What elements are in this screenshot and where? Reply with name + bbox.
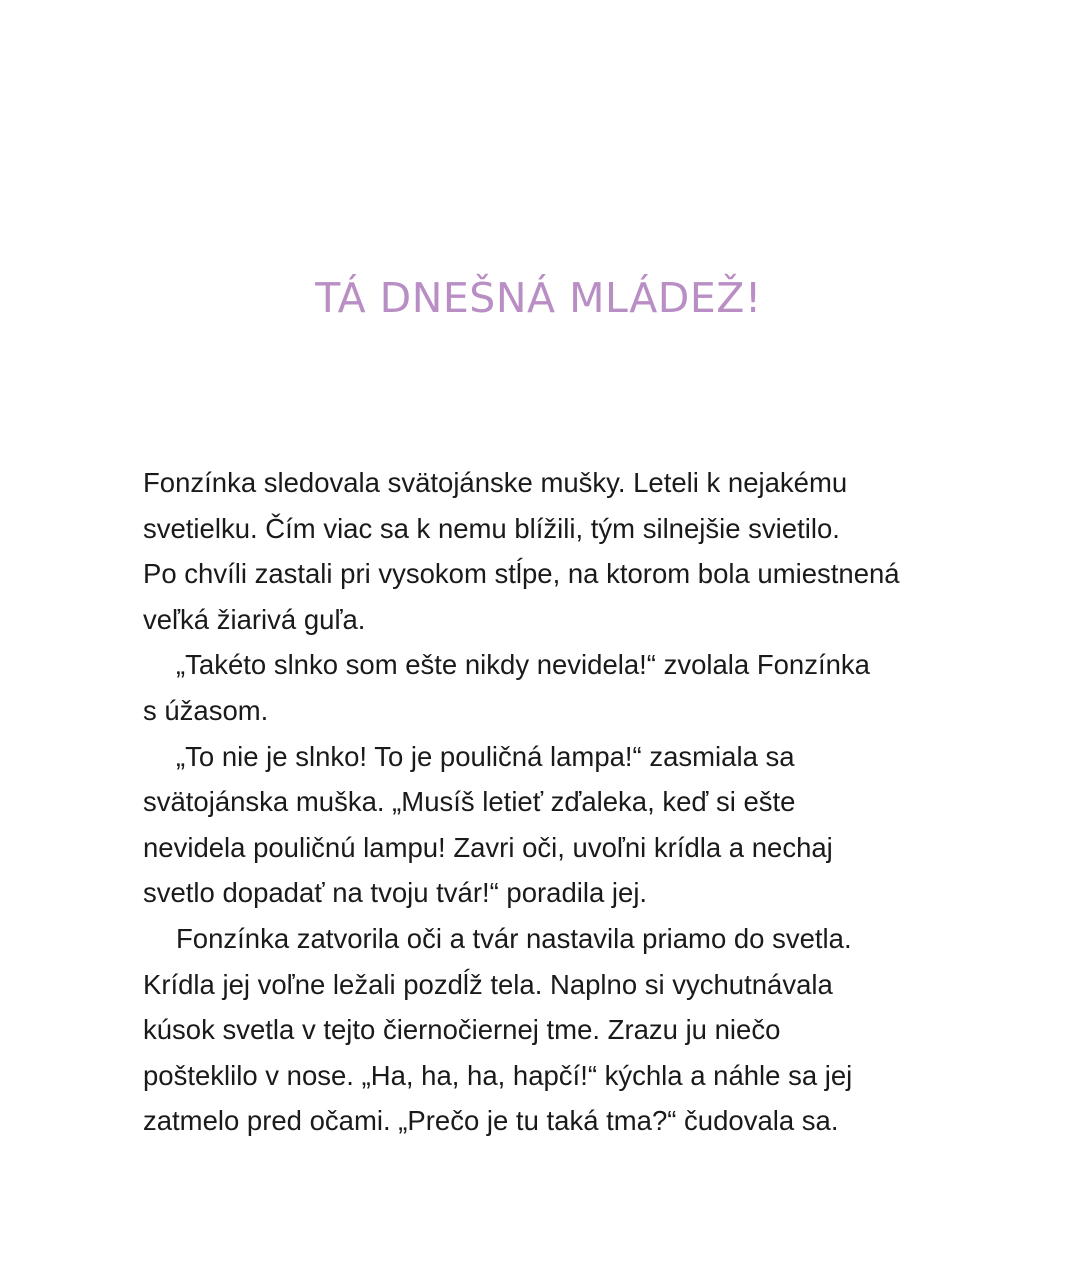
- text-line: zatmelo pred očami. „Prečo je tu taká tma?“ čudovala sa.: [143, 1105, 839, 1137]
- text-line: svetlo dopadať na tvoju tvár!“ poradila jej.: [143, 877, 648, 909]
- text-line: kúsok svetla v tejto čiernočiernej tme. Zrazu ju niečo: [143, 1014, 781, 1046]
- text-line: Po chvíli zastali pri vysokom stĺpe, na ktorom bola umiestnená: [143, 558, 900, 590]
- text-line: veľká žiarivá guľa.: [143, 603, 366, 635]
- chapter-title: TÁ DNEŠNÁ MLÁDEŽ!: [315, 274, 762, 322]
- text-line: pošteklilo v nose. „Ha, ha, ha, hapčí!“ kýchla a náhle sa jej: [143, 1059, 853, 1091]
- text-line: „Takéto slnko som ešte nikdy nevidela!“ zvolala Fonzínka: [176, 649, 870, 681]
- text-line: s úžasom.: [143, 694, 269, 726]
- text-line: svetielku. Čím viac sa k nemu blížili, tým silnejšie svietilo.: [143, 512, 840, 544]
- text-line: Krídla jej voľne ležali pozdĺž tela. Naplno si vychutnávala: [143, 968, 833, 1000]
- text-line: svätojánska muška. „Musíš letieť zďaleka, keď si ešte: [143, 786, 796, 818]
- text-line: „To nie je slnko! To je pouličná lampa!“ zasmiala sa: [176, 740, 795, 772]
- text-line: Fonzínka sledovala svätojánske mušky. Leteli k nejakému: [143, 467, 848, 498]
- story-text: [143, 460, 1003, 1144]
- text-line: nevidela pouličnú lampu! Zavri oči, uvoľni krídla a nechaj: [143, 831, 833, 863]
- text-line: Fonzínka zatvorila oči a tvár nastavila priamo do svetla.: [176, 922, 852, 954]
